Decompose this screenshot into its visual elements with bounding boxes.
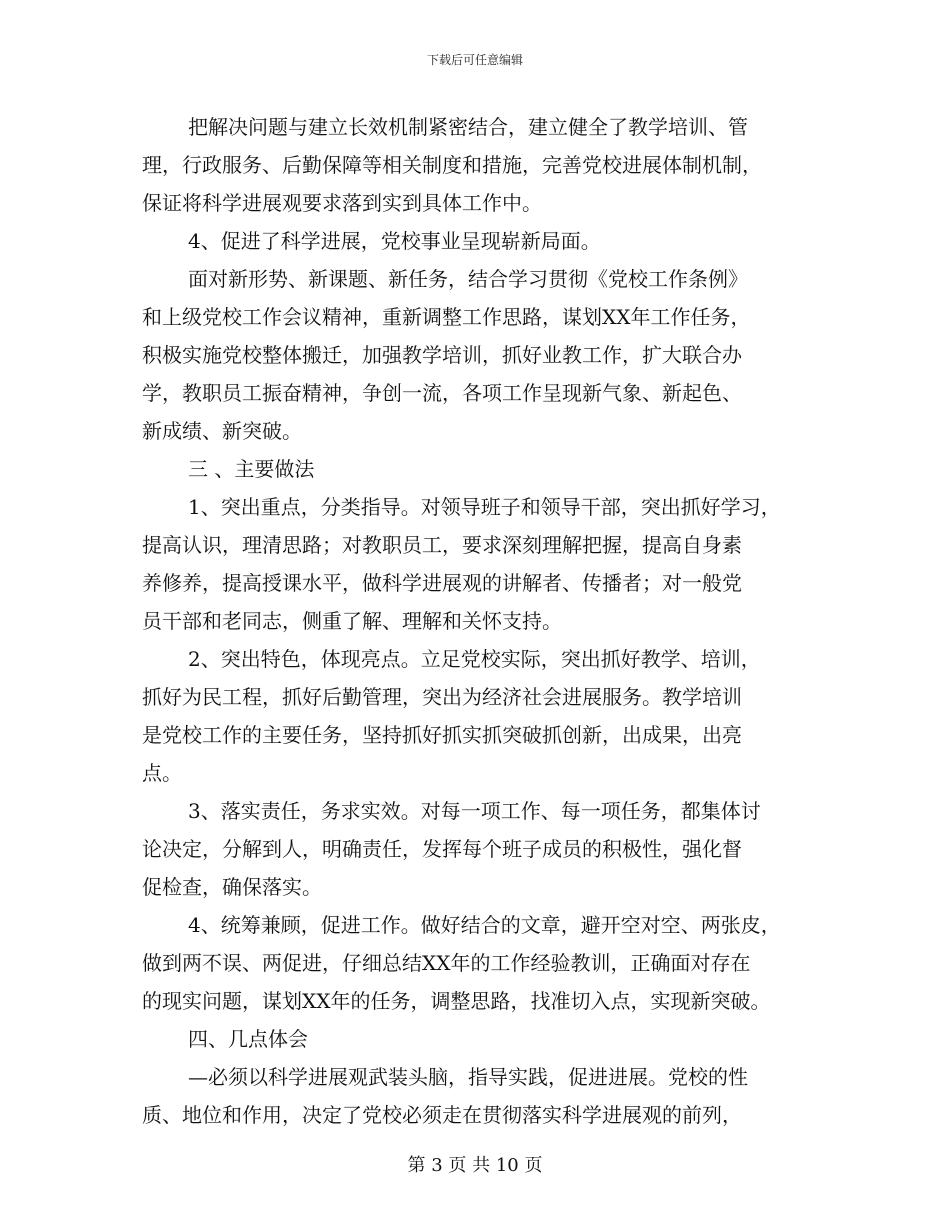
paragraph-line: 4、促进了科学进展，党校事业呈现崭新局面。 [188,229,601,253]
paragraph-line: 和上级党校工作会议精神，重新调整工作思路，谋划XX年工作任务， [142,305,751,329]
paragraph-line: 养修养，提高授课水平，做科学进展观的讲解者、传播者；对一般党 [142,571,742,595]
paragraph-line: 新成绩、新突破。 [142,419,302,443]
paragraph-line: 质、地位和作用，决定了党校必须走在贯彻落实科学进展观的前列， [142,1103,742,1127]
document-body [142,108,818,1134]
paragraph-line: 1、突出重点，分类指导。对领导班子和领导干部，突出抓好学习， [188,495,781,519]
paragraph-line: 的现实问题，谋划XX年的任务，调整思路，找准切入点，实现新突破。 [142,989,771,1013]
paragraph-line: 点。 [142,761,182,785]
paragraph-line: 把解决问题与建立长效机制紧密结合，建立健全了教学培训、管 [188,115,748,139]
paragraph-line: 抓好为民工程，抓好后勤管理，突出为经济社会进展服务。教学培训 [142,685,742,709]
paragraph-line: 3、落实责任，务求实效。对每一项工作、每一项任务，都集体讨 [188,799,761,823]
page-header-note: 下载后可任意编辑 [426,53,523,67]
section-heading: 三 、主要做法 [188,457,315,481]
page-number-footer: 第 3 页 共 10 页 [407,1155,543,1176]
paragraph-line: 促检查，确保落实。 [142,875,322,899]
section-heading: 四、几点体会 [188,1027,308,1051]
paragraph-line: 保证将科学进展观要求落到实到具体工作中。 [142,191,542,215]
paragraph-line: 面对新形势、新课题、新任务，结合学习贯彻《党校工作条例》 [188,267,748,291]
paragraph-line: 是党校工作的主要任务，坚持抓好抓实抓突破抓创新，出成果，出亮 [142,723,742,747]
paragraph-line: 提高认识，理清思路；对教职员工，要求深刻理解把握，提高自身素 [142,533,742,557]
paragraph-line: 4、统筹兼顾，促进工作。做好结合的文章，避开空对空、两张皮， [188,913,781,937]
paragraph-line: —必须以科学进展观武装头脑，指导实践，促进进展。党校的性 [188,1065,748,1089]
paragraph-line: 做到两不误、两促进，仔细总结XX年的工作经验教训，正确面对存在 [142,951,751,975]
paragraph-line: 学，教职员工振奋精神，争创一流，各项工作呈现新气象、新起色、 [142,381,742,405]
paragraph-line: 积极实施党校整体搬迁，加强教学培训，抓好业教工作，扩大联合办 [142,343,742,367]
paragraph-line: 理，行政服务、后勤保障等相关制度和措施，完善党校进展体制机制， [142,153,762,177]
paragraph-line: 2、突出特色，体现亮点。立足党校实际，突出抓好教学、培训， [188,647,761,671]
paragraph-line: 论决定，分解到人，明确责任，发挥每个班子成员的积极性，强化督 [142,837,742,861]
paragraph-line: 员干部和老同志，侧重了解、理解和关怀支持。 [142,609,562,633]
